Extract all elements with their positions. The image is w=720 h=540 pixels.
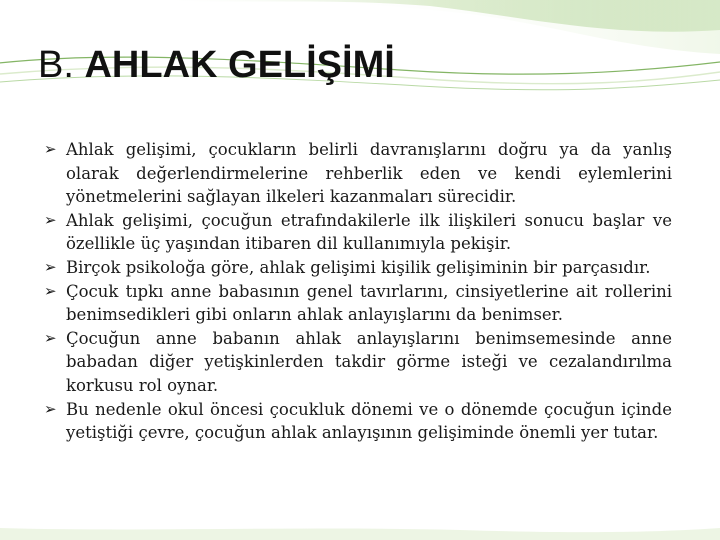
bullet-item (44, 209, 672, 256)
arrow-bullet-icon: ➢ (44, 140, 57, 158)
arrow-bullet-icon: ➢ (44, 281, 57, 300)
bullet-text: Çocuğun anne babanın ahlak anlayışlarını benimsemesinde anne babadan diğer yetişkinlerden takdir görme isteği ve cezalandırılma korkusu rol oynar. (66, 328, 672, 395)
bullet-text: Birçok psikoloğa göre, ahlak gelişimi kişilik gelişiminin bir parçasıdır. (66, 257, 651, 277)
bullet-text: Ahlak gelişimi, çocuğun etrafındakilerle ilk ilişkileri sonucu başlar ve özellikle üç yaşından itibaren dil kullanımıyla pekişir. (66, 210, 672, 254)
bullet-item (44, 327, 672, 398)
bullet-item (44, 138, 672, 209)
title-prefix: B. (38, 44, 74, 86)
bullet-item (44, 256, 672, 280)
arrow-bullet-icon: ➢ (44, 257, 57, 276)
bullet-text: Bu nedenle okul öncesi çocukluk dönemi ve o dönemde çocuğun içinde yetiştiği çevre, çocuğun ahlak anlayışının gelişiminde önemli yer tutar. (66, 399, 672, 443)
slide-title (38, 44, 395, 87)
bottom-wave-shape (0, 528, 720, 540)
bullet-text: Ahlak gelişimi, çocukların belirli davranışlarını doğru ya da yanlış olarak değerlendirmelerine rehberlik eden ve kendi eylemlerini yönetmelerini sağlayan ilkeleri kazanmaları sürecidir. (66, 140, 672, 207)
bullet-list (44, 138, 672, 445)
arrow-bullet-icon: ➢ (44, 328, 57, 347)
bullet-item (44, 280, 672, 327)
arrow-bullet-icon: ➢ (44, 399, 57, 418)
bullet-item (44, 398, 672, 445)
bullet-text: Çocuk tıpkı anne babasının genel tavırlarını, cinsiyetlerine ait rollerini benimsedikleri gibi onların ahlak anlayışlarını da benimser. (66, 281, 672, 325)
arrow-bullet-icon: ➢ (44, 210, 57, 229)
title-main: AHLAK GELİŞİMİ (84, 44, 395, 86)
